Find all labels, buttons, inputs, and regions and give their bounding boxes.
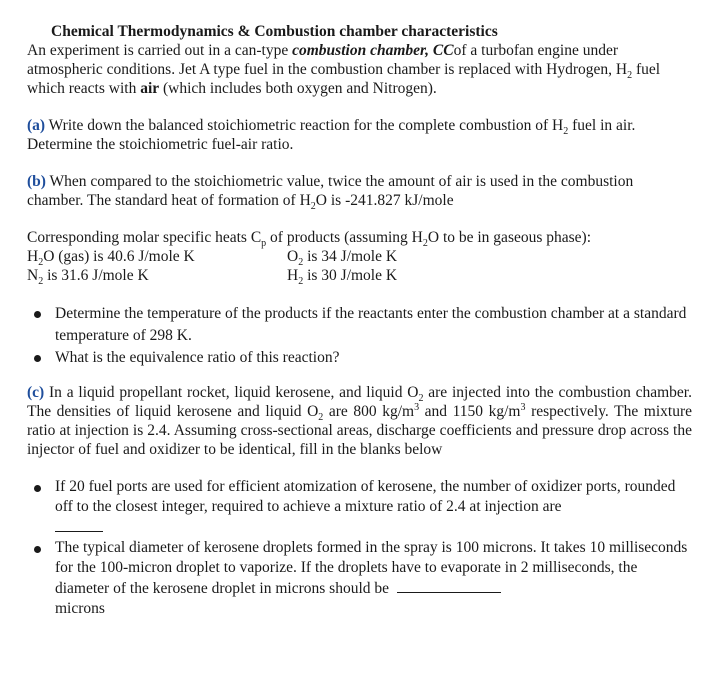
bullet-text: microns: [55, 600, 105, 617]
part-c-paragraph: [27, 383, 692, 459]
cp-text: Corresponding molar specific heats C: [27, 229, 262, 246]
intro-text: An experiment is carried out in a can-type: [27, 42, 293, 59]
answer-blank-oxidizer-ports[interactable]: [55, 517, 103, 532]
cp-text: O: [287, 248, 299, 265]
subscript: 2: [422, 238, 428, 250]
superscript: 3: [414, 401, 420, 413]
list-item: [29, 303, 692, 347]
part-b-paragraph: [27, 172, 692, 213]
cp-h2o: [27, 247, 287, 269]
part-b-text: When compared to the stoichiometric value, twice the amount of air is used in the combustion chamber. The standard heat of formation of H: [27, 173, 634, 209]
subscript: 2: [563, 126, 569, 138]
intro-paragraph: [27, 41, 692, 98]
bullet-text: The typical diameter of kerosene droplets formed in the spray is 100 microns. It takes 10 milliseconds for the 100-micron droplet to vaporize. If the droplets have to evaporate in 2 milliseconds, the diameter of the kerosene droplet in microns should be: [55, 539, 688, 597]
part-b-text: O is -241.827 kJ/mole: [315, 192, 454, 209]
part-a-text: Write down the balanced stoichiometric reaction for the complete combustion of H: [45, 117, 564, 134]
subscript: 2: [38, 257, 44, 269]
intro-text: of a turbofan engine under atmospheric conditions. Jet A type fuel in the combustion chamber is replaced with Hydrogen, H: [27, 42, 628, 78]
part-b-bullet-list: [27, 303, 692, 369]
cp-n2: [27, 266, 287, 288]
subscript: 2: [627, 70, 633, 82]
cp-text: O to be in gaseous phase):: [427, 229, 592, 246]
answer-blank-droplet-diameter[interactable]: [397, 578, 501, 593]
subscript: 2: [298, 276, 304, 288]
subscript: 2: [310, 201, 316, 213]
cp-o2: [287, 247, 398, 269]
intro-emphasis: combustion chamber, CC: [292, 42, 454, 59]
superscript: 3: [520, 401, 526, 413]
cp-text: O (gas) is 40.6 J/mole K: [43, 248, 195, 265]
part-c-text: In a liquid propellant rocket, liquid kerosene, and liquid O: [44, 384, 419, 401]
bullet-text: Determine the temperature of the products if the reactants enter the combustion chamber at a standard temperature of 298 K.: [55, 305, 687, 344]
bullet-icon: [34, 546, 41, 553]
part-c-label: (c): [27, 384, 45, 401]
specific-heats-heading: [27, 228, 692, 250]
bullet-icon: [34, 355, 41, 362]
part-c-text: are 800 kg/m: [323, 403, 415, 420]
bullet-icon: [34, 311, 41, 318]
subscript: 2: [298, 257, 304, 269]
list-item: [29, 347, 692, 369]
page-title: Chemical Thermodynamics & Combustion chamber characteristics: [51, 23, 498, 40]
part-a-paragraph: [27, 116, 692, 154]
cp-text: is 31.6 J/mole K: [43, 267, 149, 284]
bullet-text: If 20 fuel ports are used for efficient atomization of kerosene, the number of oxidizer ports, rounded off to the closest integer, required to achieve a mixture ratio of 2.4 at injection are: [55, 478, 676, 515]
part-c-text: are injected into the combustion chamber. The densities of liquid kerosene and liquid O: [27, 384, 692, 420]
intro-air-bold: air: [140, 80, 160, 97]
part-a-text: fuel in air. Determine the stoichiometric fuel-air ratio.: [27, 117, 636, 153]
bullet-text: What is the equivalence ratio of this reaction?: [55, 349, 340, 366]
subscript: 2: [418, 393, 424, 405]
part-c-bullet-list: [27, 477, 692, 619]
subscript: 2: [38, 276, 44, 288]
cp-text: H: [287, 267, 299, 284]
part-a-label: (a): [27, 117, 46, 134]
cp-h2: [287, 266, 398, 288]
subscript: p: [261, 238, 267, 250]
cp-text: is 30 J/mole K: [303, 267, 398, 284]
specific-heats-row-1: [27, 247, 692, 269]
part-b-label: (b): [27, 173, 46, 190]
bullet-icon: [34, 485, 41, 492]
cp-text: H: [27, 248, 39, 265]
cp-text: of products (assuming H: [266, 229, 423, 246]
list-item: [29, 538, 692, 619]
part-c-text: and 1150 kg/m: [419, 403, 521, 420]
specific-heats-row-2: [27, 266, 692, 288]
subscript: 2: [318, 412, 324, 424]
list-item: [29, 477, 692, 538]
part-c-text: respectively. The mixture ratio at injection is 2.4. Assuming cross-sectional areas, discharge coefficients and pressure drop across the injector of fuel and oxidizer to be identical, fill in the blanks below: [27, 403, 692, 458]
intro-text: (which includes both oxygen and Nitrogen).: [159, 80, 437, 97]
intro-text: fuel which reacts with: [27, 61, 661, 97]
cp-text: is 34 J/mole K: [303, 248, 398, 265]
cp-text: N: [27, 267, 39, 284]
